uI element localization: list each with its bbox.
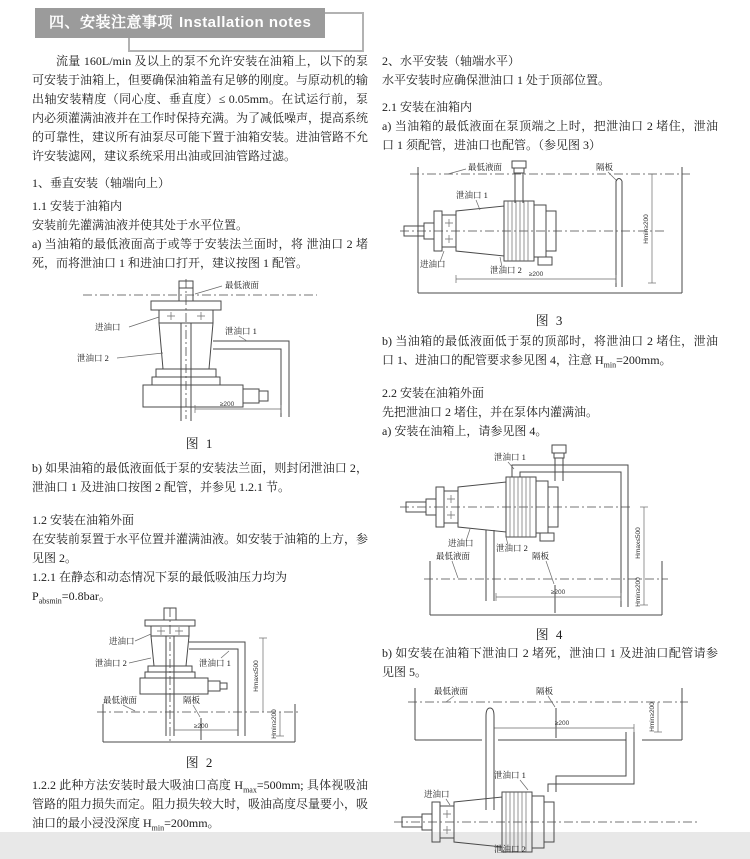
fig1-label-drain2: 泄油口 2 bbox=[77, 353, 109, 363]
fig2-label-drain1: 泄油口 1 bbox=[199, 658, 231, 668]
fig2-dim-width: ≥200 bbox=[193, 723, 209, 730]
section-header bbox=[35, 8, 325, 38]
fig4-dim-hmin: Hmin≥200 bbox=[635, 577, 642, 607]
fig3-dim-hmin: Hmin≥200 bbox=[643, 214, 650, 244]
intro-paragraph: 流量 160L/min 及以上的泵不允许安装在油箱上，以下的泵可安装于油箱上，但要确保油箱盖有足够的刚度。与原动机的输出轴安装精度（同心度、垂直度）≤ 0.05mm。在试运行前，泵内必须灌满油液并在工作时保持充满。为了减低噪声，提高系统的可靠性，建议所有油泵尽可能下置于油箱安装。进油管路不允许安装滤网，建议系统采用出油或回油管路过滤。 bbox=[32, 54, 369, 163]
para-2-2-a: a) 安装在油箱上，请参见图 4。 bbox=[382, 424, 548, 438]
fig5-dim-width: ≥200 bbox=[554, 720, 570, 727]
fig5-dim-hmin: Hmin≥200 bbox=[649, 702, 656, 732]
fig5-label-min-level: 最低液面 bbox=[434, 686, 469, 696]
fig4-label-drain2: 泄油口 2 bbox=[496, 543, 528, 553]
fig3-label-inlet: 进油口 bbox=[420, 259, 446, 269]
fig4-label-drain1: 泄油口 1 bbox=[494, 452, 526, 462]
para-1-2-2: 1.2.2 此种方法安装时最大吸油口高度 $H_{max}=500mm$; 具体视吸油管路的阻力损失而定。阻力损失较大时，吸油高度尽量要小，吸油口的最小浸没深度 $H_{min}=200mm$。 bbox=[32, 778, 369, 833]
left-column bbox=[32, 52, 368, 833]
heading-horizontal-install: 2、水平安装（轴端水平） bbox=[382, 54, 521, 68]
para-1-1-intro: 安装前先灌满油液并使其处于水平位置。 bbox=[32, 218, 249, 232]
heading-2-1: 2.1 安装在油箱内 bbox=[382, 100, 473, 114]
fig3-label-baffle: 隔板 bbox=[596, 162, 614, 172]
fig1-dim-width: ≥200 bbox=[219, 401, 235, 408]
fig3-label-drain1: 泄油口 1 bbox=[456, 190, 488, 200]
section-title-zh: 四、安装注意事项 bbox=[49, 14, 174, 31]
fig2-label-inlet: 进油口 bbox=[109, 636, 135, 646]
fig4-dim-width: ≥200 bbox=[550, 589, 566, 596]
fig5-label-drain2: 泄油口 2 bbox=[494, 844, 526, 854]
heading-2-2: 2.2 安装在油箱外面 bbox=[382, 386, 485, 400]
figure-1-caption: 图 1 bbox=[185, 436, 215, 451]
fig1-label-inlet: 进油口 bbox=[95, 322, 121, 332]
figure-4-caption: 图 4 bbox=[535, 627, 565, 642]
figure-2-caption: 图 2 bbox=[185, 755, 215, 770]
fig5-label-baffle: 隔板 bbox=[536, 686, 554, 696]
figure-3 bbox=[382, 161, 718, 330]
figure-4 bbox=[382, 445, 718, 644]
fig2-dim-hmax: Hmax≤500 bbox=[253, 660, 260, 692]
fig2-label-min-level: 最低液面 bbox=[103, 695, 138, 705]
fig3-label-drain2: 泄油口 2 bbox=[490, 265, 522, 275]
figure-1 bbox=[32, 279, 368, 453]
fig2-dim-hmin: Hmin≥200 bbox=[271, 709, 278, 739]
figure-3-caption: 图 3 bbox=[535, 313, 565, 328]
figure-5 bbox=[382, 684, 718, 859]
heading-vertical-install: 1、垂直安装（轴端向上） bbox=[32, 176, 171, 190]
fig4-label-baffle: 隔板 bbox=[532, 551, 550, 561]
para-2-1-a: a) 当油箱的最低液面在泵顶端之上时，把泄油口 2 堵住，泄油口 1 须配管，进油口也配管。（参见图 3） bbox=[382, 119, 718, 152]
fig3-dim-width: ≥200 bbox=[528, 271, 544, 278]
formula-pabsmin: $P_{absmin}=0.8bar$。 bbox=[32, 589, 111, 606]
fig5-label-inlet: 进油口 bbox=[424, 789, 450, 799]
figure-2-diagram bbox=[95, 608, 305, 748]
figure-4-diagram bbox=[400, 445, 700, 620]
heading-1-2: 1.2 安装在油箱外面 bbox=[32, 513, 135, 527]
figure-5-diagram bbox=[390, 684, 710, 854]
right-column bbox=[382, 52, 718, 859]
fig5-label-drain1: 泄油口 1 bbox=[494, 770, 526, 780]
para-2-intro: 水平安装时应确保泄油口 1 处于顶部位置。 bbox=[382, 73, 611, 87]
para-2-1-b: b) 当油箱的最低液面低于泵的顶部时，将泄油口 2 堵住，泄油口 1、进油口的配管要求参见图 4，注意 $H_{min}=200mm$。 bbox=[382, 334, 718, 370]
heading-1-1: 1.1 安装于油箱内 bbox=[32, 199, 123, 213]
fig1-label-min-level: 最低液面 bbox=[225, 280, 260, 290]
fig2-label-baffle: 隔板 bbox=[183, 695, 201, 705]
para-2-2-b: b) 如安装在油箱下泄油口 2 堵死，泄油口 1 及进油口配管请参见图 5。 bbox=[382, 646, 718, 679]
section-title-en: Installation notes bbox=[179, 14, 312, 31]
fig4-label-inlet: 进油口 bbox=[448, 538, 474, 548]
figure-1-diagram bbox=[75, 279, 325, 429]
para-1-2-1: 1.2.1 在静态和动态情况下泵的最低吸油压力均为 bbox=[32, 570, 288, 584]
fig4-label-min-level: 最低液面 bbox=[436, 551, 471, 561]
para-1-1-b: b) 如果油箱的最低液面低于泵的安装法兰面，则封闭泄油口 2，泄油口 1 及进油口按图 2 配管，并参见 1.2.1 节。 bbox=[32, 461, 368, 494]
para-1-2-intro: 在安装前泵置于水平位置并灌满油液。如安装于油箱的上方，参见图 2。 bbox=[32, 532, 369, 565]
para-1-1-a: a) 当油箱的最低液面高于或等于安装法兰面时，将 泄油口 2 堵死，而将泄油口 1 和进油口打开，建议按图 1 配管。 bbox=[32, 237, 368, 270]
figure-2 bbox=[32, 608, 368, 772]
para-2-2-intro: 先把泄油口 2 堵住，并在泵体内灌满油。 bbox=[382, 405, 599, 419]
fig3-label-min-level: 最低液面 bbox=[468, 162, 503, 172]
fig4-dim-hmax: Hmax≤500 bbox=[635, 527, 642, 559]
figure-3-diagram bbox=[400, 161, 700, 306]
fig1-label-drain1: 泄油口 1 bbox=[225, 326, 257, 336]
fig2-label-drain2: 泄油口 2 bbox=[95, 658, 127, 668]
